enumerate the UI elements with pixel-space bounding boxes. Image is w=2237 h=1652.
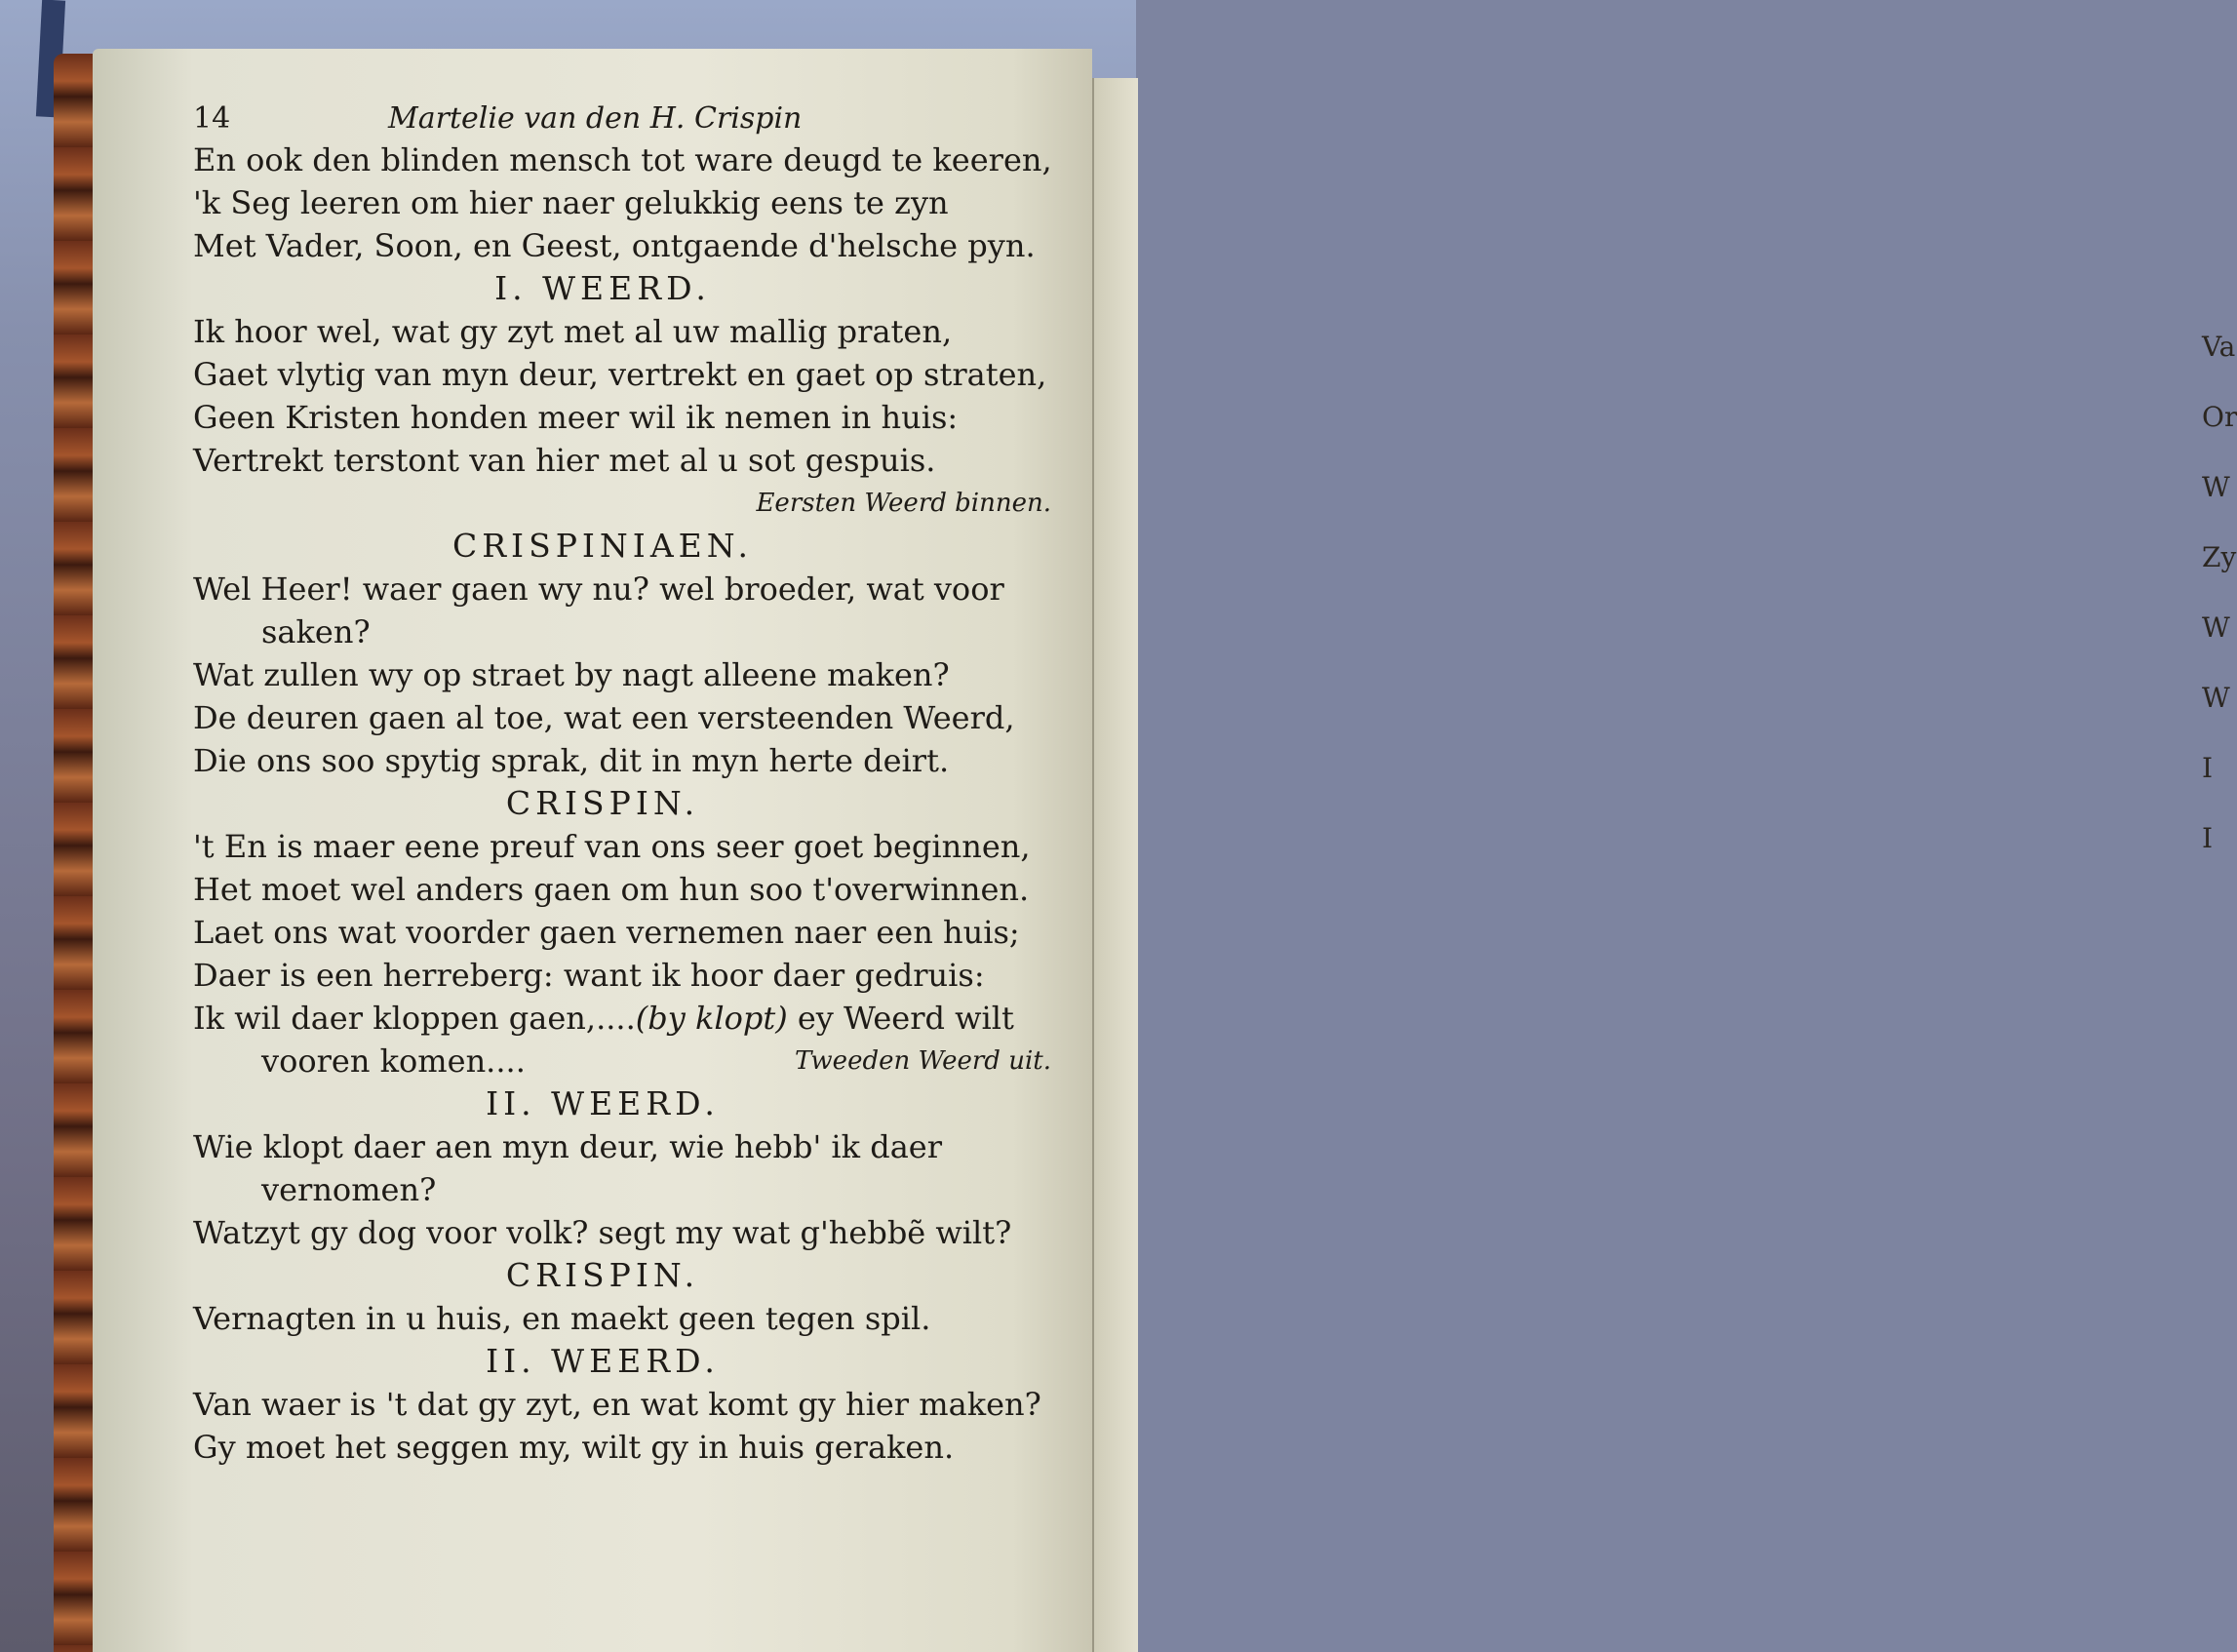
stage-direction: Eersten Weerd binnen.: [756, 489, 1051, 518]
speaker-heading: II. WEERD.: [486, 1342, 720, 1380]
verse-line-continuation: vernomen?: [261, 1171, 437, 1208]
verse-line: Het moet wel anders gaen om hun soo t'overwinnen.: [193, 871, 1030, 908]
verse-line: Watzyt gy dog voor volk? segt my wat g'hebbẽ wilt?: [193, 1214, 1012, 1251]
facing-glyph: I: [2202, 752, 2214, 784]
verse-line: Daer is een herreberg: want ik hoor daer gedruis:: [193, 957, 985, 994]
facing-page-glyphs: [2202, 312, 2237, 874]
verse-line: En ook den blinden mensch tot ware deugd te keeren,: [193, 141, 1052, 178]
facing-glyph: W: [2202, 682, 2230, 714]
verse-line: Vernagten in u huis, en maekt geen tegen spil.: [193, 1300, 931, 1337]
facing-glyph: W: [2202, 611, 2230, 644]
verse-line: Wat zullen wy op straet by nagt alleene maken?: [193, 656, 950, 693]
facing-page-edge: [1092, 78, 2237, 1652]
verse-line: Geen Kristen honden meer wil ik nemen in huis:: [193, 399, 959, 436]
verse-line: Wel Heer! waer gaen wy nu? wel broeder, wat voor: [193, 570, 1004, 608]
verse-text: Ik wil daer kloppen gaen,....: [193, 1000, 636, 1037]
verse-line: Vertrekt terstont van hier met al u sot gespuis.: [193, 442, 936, 479]
verse-line-continuation: [193, 1040, 1071, 1082]
page-number: 14: [193, 101, 231, 136]
speaker-heading: I. WEERD.: [494, 269, 711, 307]
facing-glyph: W: [2202, 471, 2230, 503]
verse-line: Ik hoor wel, wat gy zyt met al uw mallig praten,: [193, 313, 953, 350]
speaker-heading: CRISPIN.: [505, 784, 700, 822]
verse-line: 't En is maer eene preuf van ons seer goet beginnen,: [193, 828, 1031, 865]
verse-line: Laet ons wat voorder gaen vernemen naer een huis;: [193, 914, 1020, 951]
verse-line: De deuren gaen al toe, wat een versteenden Weerd,: [193, 699, 1015, 736]
facing-glyph: Or: [2202, 401, 2237, 433]
running-head: [193, 98, 1071, 138]
facing-glyph: Va: [2202, 331, 2236, 363]
verse-line: [193, 997, 1071, 1040]
page-text: [193, 98, 1071, 1469]
facing-glyph: Zy: [2202, 541, 2237, 573]
verse-text: vooren komen....: [261, 1042, 526, 1080]
verse-line-continuation: saken?: [261, 613, 371, 650]
verse-line: Van waer is 't dat gy zyt, en wat komt gy hier maken?: [193, 1386, 1041, 1423]
verse-line: Die ons soo spytig sprak, dit in myn herte deirt.: [193, 742, 950, 779]
verse-text: ey Weerd wilt: [787, 1000, 1014, 1037]
verse-line: Met Vader, Soon, en Geest, ontgaende d'helsche pyn.: [193, 227, 1036, 264]
verse-line: Gaet vlytig van myn deur, vertrekt en gaet op straten,: [193, 356, 1047, 393]
stage-direction-inline: (by klopt): [635, 1000, 788, 1037]
speaker-heading: CRISPINIAEN.: [451, 527, 754, 565]
verse-line: 'k Seg leeren om hier naer gelukkig eens te zyn: [193, 184, 949, 221]
speaker-heading: II. WEERD.: [486, 1084, 720, 1122]
running-title: Martelie van den H. Crispin: [388, 101, 803, 136]
facing-glyph: I: [2202, 822, 2214, 854]
verse-line: Gy moet het seggen my, wilt gy in huis geraken.: [193, 1429, 955, 1466]
verse-line: Wie klopt daer aen myn deur, wie hebb' ik daer: [193, 1128, 943, 1165]
stage-direction: Tweeden Weerd uit.: [795, 1046, 1051, 1076]
speaker-heading: CRISPIN.: [505, 1256, 700, 1294]
